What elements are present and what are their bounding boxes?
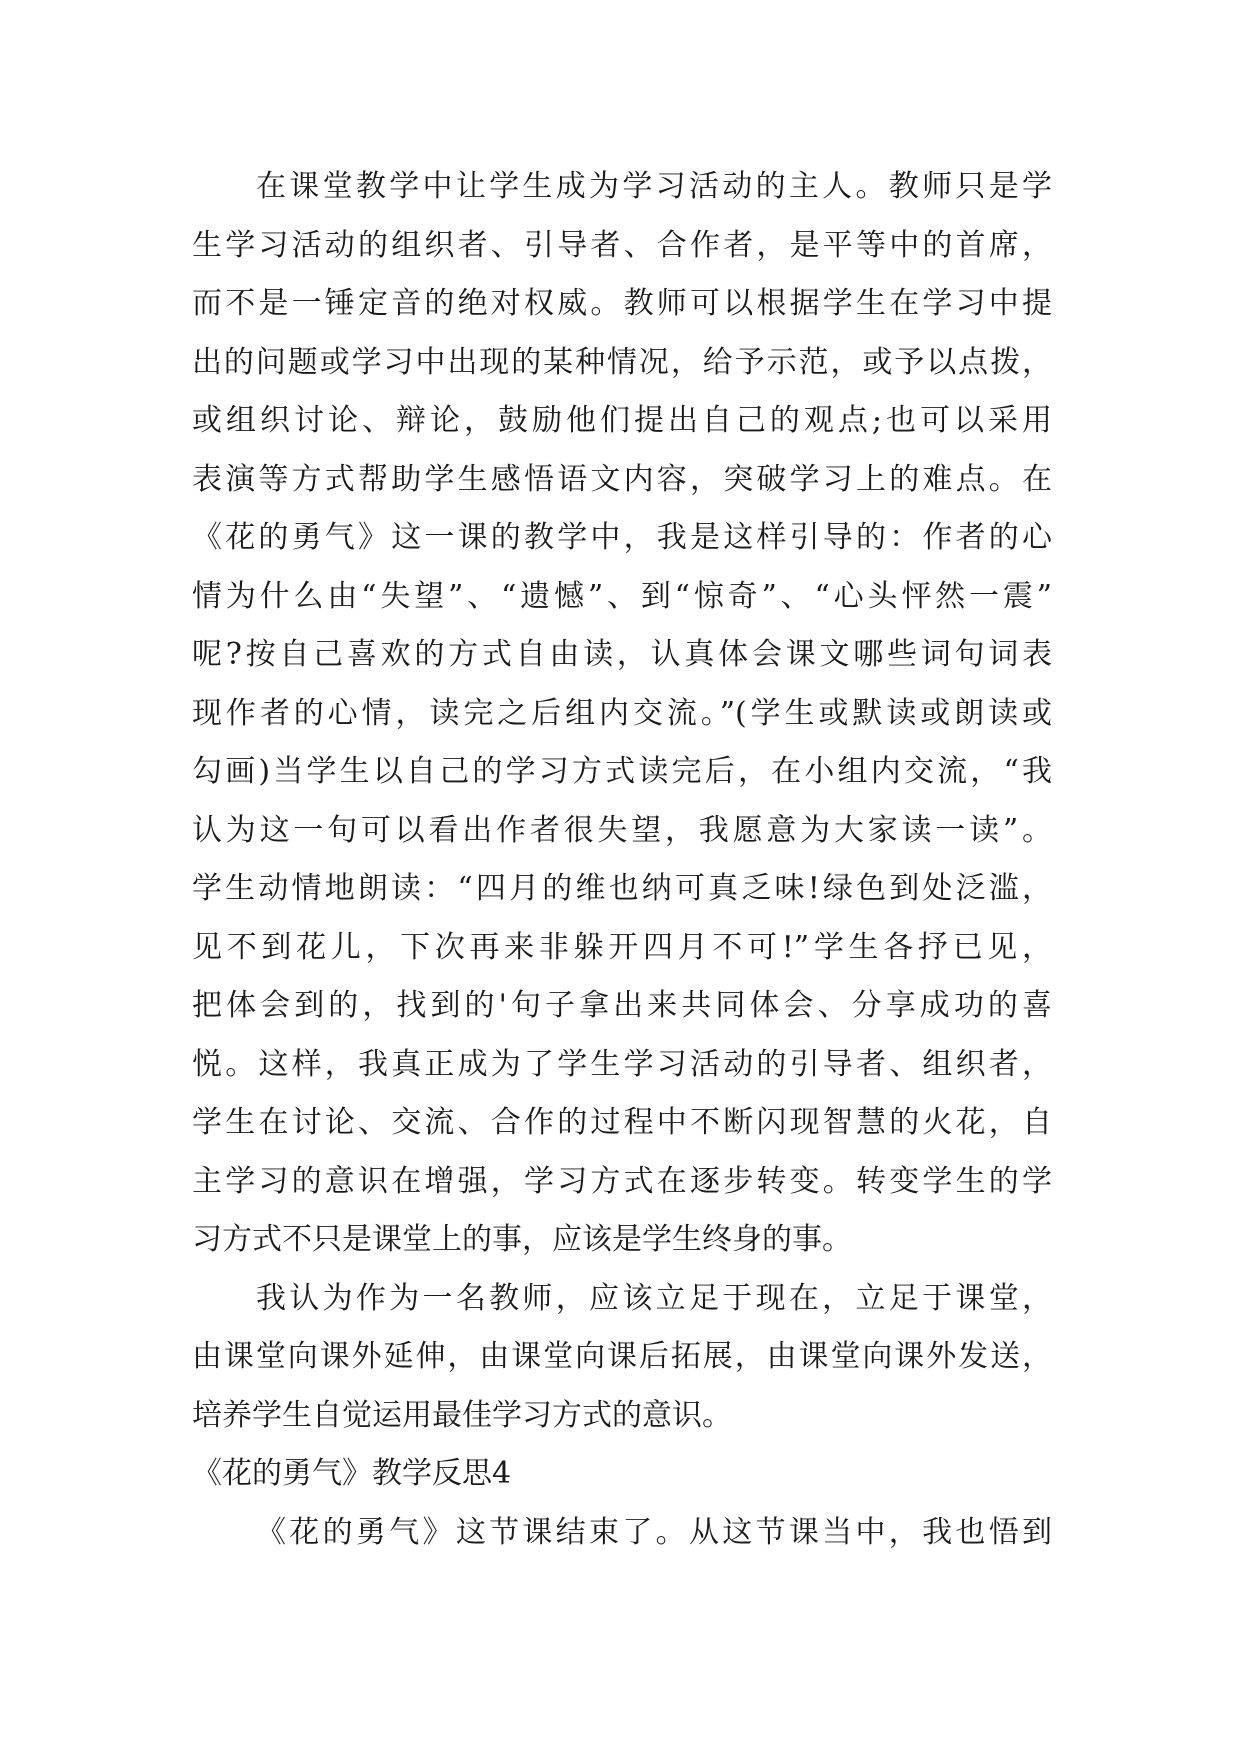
paragraph: [192, 1504, 1052, 1563]
text-line: 把体会到的，找到的'句子拿出来共同体会、分享成功的喜: [192, 988, 1052, 1023]
text-line: 由课堂向课外延伸，由课堂向课后拓展，由课堂向课外发送，: [192, 1339, 1052, 1374]
text-line: 在课堂教学中让学生成为学习活动的主人。教师只是学: [256, 169, 1052, 204]
text-line: 认为这一句可以看出作者很失望，我愿意为大家读一读”。: [192, 812, 1052, 848]
text-line: 习方式不只是课堂上的事，应该是学生终身的事。: [192, 1222, 852, 1257]
text-line: 而不是一锤定音的绝对权威。教师可以根据学生在学习中提: [192, 286, 1052, 321]
text-line: 我认为作为一名教师，应该立足于现在，立足于课堂，: [256, 1280, 1052, 1316]
text-line: 情为什么由“失望”、“遗憾”、到“惊奇”、“心头怦然一震”: [192, 578, 1052, 614]
text-line: 培养学生自觉运用最佳学习方式的意识。: [192, 1397, 732, 1433]
text-line: 或组织讨论、辩论，鼓励他们提出自己的观点;也可以采用: [192, 403, 1052, 438]
text-line: 呢?按自己喜欢的方式自由读，认真体会课文哪些词句词表: [192, 637, 1052, 672]
text-line: 见不到花儿，下次再来非躲开四月不可!”学生各抒已见，: [192, 929, 1052, 965]
text-line: 《花的勇气》这节课结束了。从这节课当中，我也悟到: [256, 1514, 1052, 1550]
text-line: 生学习活动的组织者、引导者、合作者，是平等中的首席，: [192, 227, 1052, 263]
text-line: 《花的勇气》这一课的教学中，我是这样引导的：作者的心: [192, 520, 1052, 555]
text-line: 表演等方式帮助学生感悟语文内容，突破学习上的难点。在: [192, 461, 1052, 497]
text-line: 学生在讨论、交流、合作的过程中不断闪现智慧的火花，自: [192, 1105, 1052, 1140]
text-line: 主学习的意识在增强，学习方式在逐步转变。转变学生的学: [192, 1163, 1052, 1199]
section-heading: 《花的勇气》教学反思4: [192, 1456, 512, 1491]
text-line: 出的问题或学习中出现的某种情况，给予示范，或予以点拨，: [192, 344, 1052, 380]
document-body: [192, 158, 1052, 1562]
text-line: 悦。这样，我真正成为了学生学习活动的引导者、组织者，: [192, 1046, 1052, 1082]
text-line: 学生动情地朗读：“四月的维也纳可真乏味!绿色到处泛滥，: [192, 871, 1052, 906]
paragraph: [192, 158, 1052, 1270]
paragraph: [192, 1270, 1052, 1446]
text-line: 勾画)当学生以自己的学习方式读完后，在小组内交流，“我: [192, 754, 1052, 789]
text-line: 现作者的心情，读完之后组内交流。”(学生或默读或朗读或: [192, 695, 1052, 731]
